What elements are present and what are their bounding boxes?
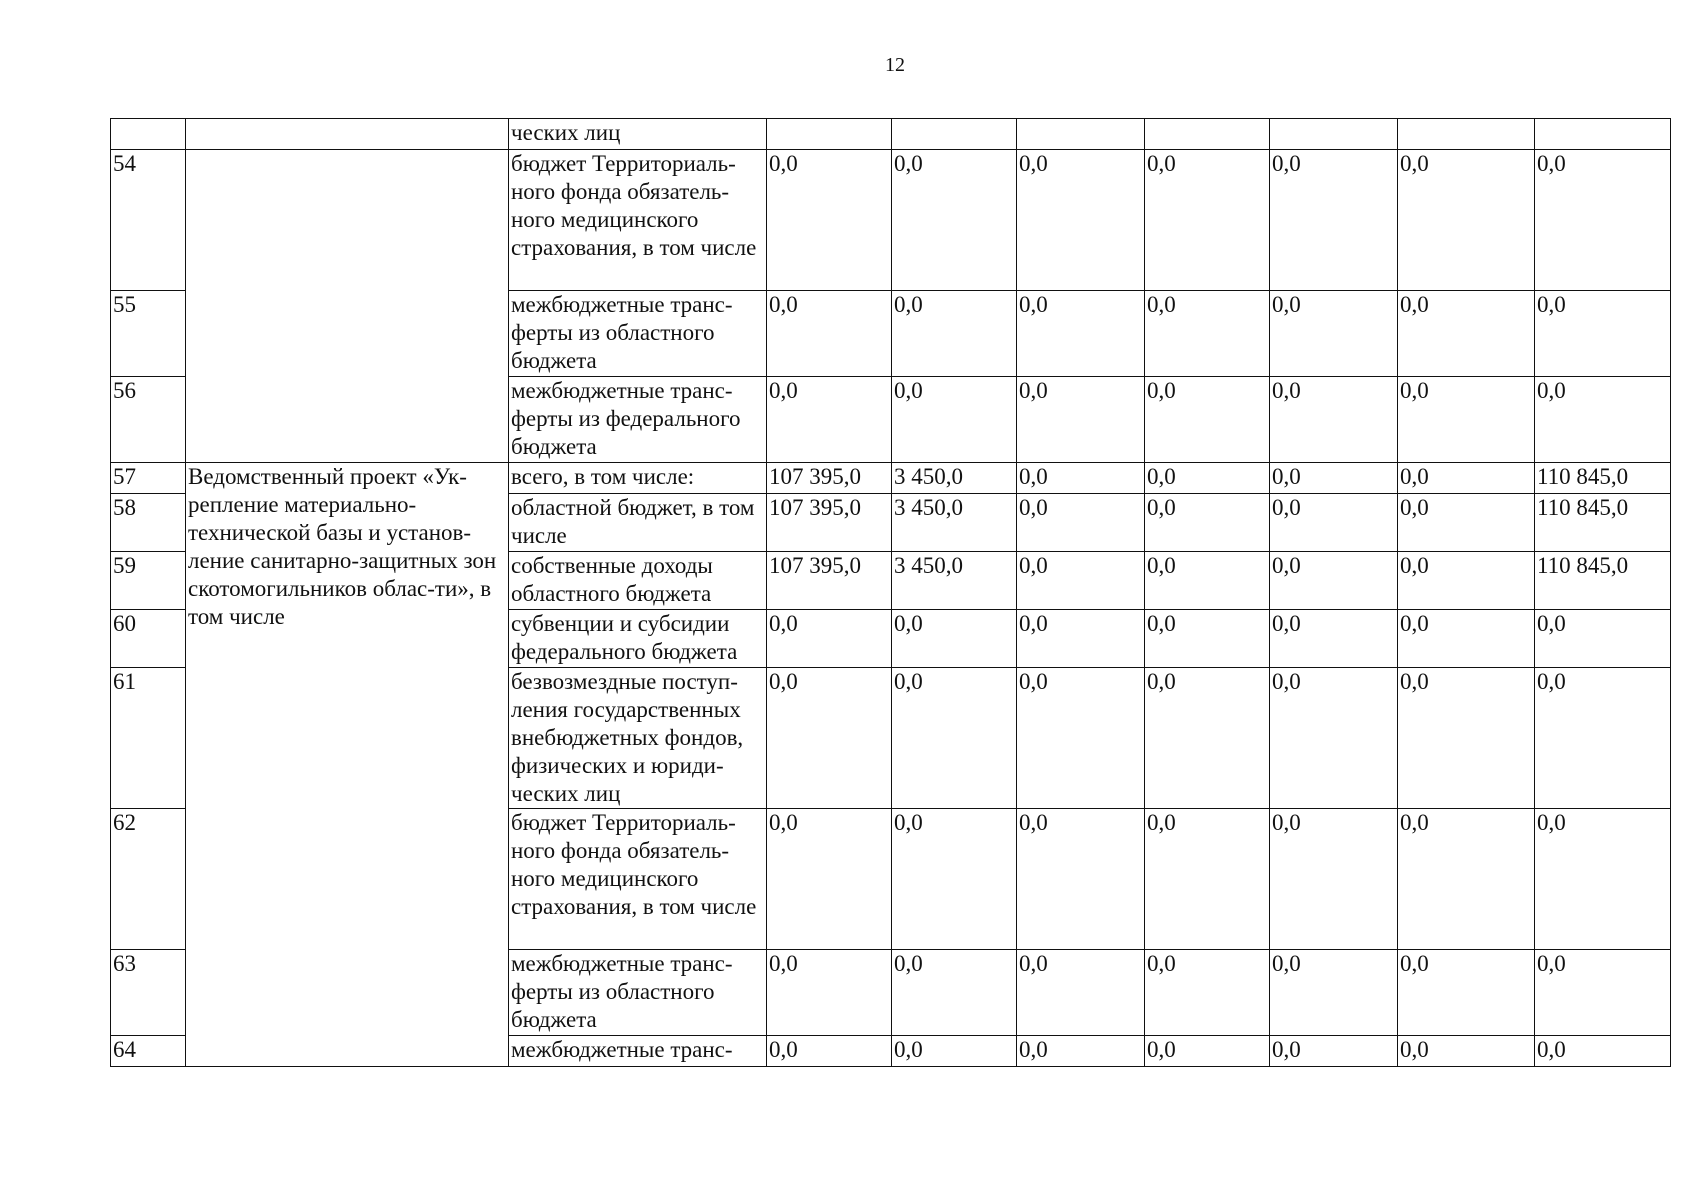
value-cell: 0,0 [1398,1036,1535,1067]
value-cell: 0,0 [1535,668,1671,809]
row-number: 57 [111,463,186,494]
value-cell: 0,0 [1535,610,1671,668]
value-cell: 0,0 [1145,950,1270,1036]
row-number: 62 [111,809,186,950]
value-cell: 0,0 [1398,552,1535,610]
row-number: 64 [111,1036,186,1067]
table-row [111,119,1671,150]
value-cell: 0,0 [892,150,1017,291]
value-cell: 107 395,0 [767,552,892,610]
row-number: 60 [111,610,186,668]
project-name: Ведомственный проект «Ук-репление материально-технической базы и установ-ление санитарно-защитных зон скотомогильников облас-ти», в том числе [186,463,509,1067]
row-label: бюджет Территориаль-ного фонда обязатель-ного медицинского страхования, в том числе [509,809,767,950]
value-cell: 0,0 [892,1036,1017,1067]
row-label: областной бюджет, в том числе [509,494,767,552]
page-number: 12 [885,54,905,76]
row-label: межбюджетные транс-ферты из областного бюджета [509,950,767,1036]
value-cell: 0,0 [1270,552,1398,610]
value-cell: 0,0 [892,668,1017,809]
value-cell: 0,0 [892,610,1017,668]
value-cell: 0,0 [1535,291,1671,377]
value-cell: 0,0 [1398,377,1535,463]
row-number: 54 [111,150,186,291]
value-cell: 0,0 [1270,494,1398,552]
row-label: всего, в том числе: [509,463,767,494]
value-cell: 0,0 [1145,291,1270,377]
value-cell: 0,0 [1017,950,1145,1036]
value-cell: 0,0 [767,150,892,291]
value-cell: 0,0 [1270,809,1398,950]
value-cell: 0,0 [767,610,892,668]
row-number: 59 [111,552,186,610]
value-cell: 0,0 [1270,668,1398,809]
value-cell: 0,0 [1017,494,1145,552]
value-cell: 0,0 [767,950,892,1036]
value-cell: 0,0 [1398,809,1535,950]
value-cell: 0,0 [1017,668,1145,809]
row-label: безвозмездные поступ-ления государственных внебюджетных фондов, физических и юриди-ческих лиц [509,668,767,809]
value-cell: 0,0 [892,291,1017,377]
value-cell: 3 450,0 [892,494,1017,552]
project-cell [186,119,509,150]
row-label: субвенции и субсидии федерального бюджета [509,610,767,668]
value-cell: 3 450,0 [892,552,1017,610]
value-cell: 0,0 [1017,291,1145,377]
table-row [111,150,1671,291]
value-cell: 0,0 [767,377,892,463]
row-label: межбюджетные транс-ферты из областного бюджета [509,291,767,377]
row-number-cell [111,119,186,150]
value-cell: 0,0 [1017,463,1145,494]
value-cell: 0,0 [1145,377,1270,463]
row-label: собственные доходы областного бюджета [509,552,767,610]
value-cell: 0,0 [892,809,1017,950]
row-label: межбюджетные транс- [509,1036,767,1067]
value-cell: 0,0 [1145,552,1270,610]
row-number: 61 [111,668,186,809]
value-cell: 0,0 [1145,463,1270,494]
value-cell: 0,0 [892,377,1017,463]
value-cell: 0,0 [767,291,892,377]
value-cell: 3 450,0 [892,463,1017,494]
value-cell: 0,0 [1398,463,1535,494]
value-cell: 0,0 [1535,950,1671,1036]
value-cell: 0,0 [1270,377,1398,463]
value-cell: 0,0 [1270,291,1398,377]
value-cell: 0,0 [1398,610,1535,668]
value-cell: 0,0 [1270,1036,1398,1067]
row-number: 55 [111,291,186,377]
row-number: 56 [111,377,186,463]
row-label: межбюджетные транс-ферты из федерального бюджета [509,377,767,463]
value-cell: 0,0 [892,950,1017,1036]
value-cell: 110 845,0 [1535,463,1671,494]
value-cell [1535,119,1671,150]
value-cell: 0,0 [1398,291,1535,377]
value-cell: 0,0 [1270,150,1398,291]
value-cell: 0,0 [1145,494,1270,552]
value-cell: 0,0 [1145,150,1270,291]
value-cell: 0,0 [1398,150,1535,291]
value-cell: 0,0 [1270,463,1398,494]
value-cell: 0,0 [1017,610,1145,668]
value-cell: 0,0 [1398,494,1535,552]
budget-table [110,118,1671,1067]
value-cell: 0,0 [1535,809,1671,950]
value-cell: 0,0 [1535,150,1671,291]
row-number: 58 [111,494,186,552]
row-number: 63 [111,950,186,1036]
value-cell: 0,0 [767,809,892,950]
value-cell [1270,119,1398,150]
value-cell: 0,0 [1398,668,1535,809]
value-cell: 0,0 [1535,377,1671,463]
value-cell: 0,0 [1145,610,1270,668]
value-cell: 0,0 [1017,150,1145,291]
value-cell: 0,0 [1145,668,1270,809]
value-cell: 0,0 [1145,809,1270,950]
value-cell: 0,0 [1017,377,1145,463]
value-cell: 0,0 [1017,552,1145,610]
value-cell: 0,0 [1017,1036,1145,1067]
value-cell: 0,0 [1270,610,1398,668]
table-row [111,463,1671,494]
value-cell [892,119,1017,150]
table-body [111,119,1671,1067]
value-cell: 107 395,0 [767,463,892,494]
value-cell: 110 845,0 [1535,494,1671,552]
value-cell [1017,119,1145,150]
value-cell: 0,0 [767,1036,892,1067]
value-cell [767,119,892,150]
value-cell: 107 395,0 [767,494,892,552]
project-cell [186,150,509,463]
value-cell: 0,0 [1270,950,1398,1036]
value-cell: 0,0 [1145,1036,1270,1067]
value-cell: 0,0 [1398,950,1535,1036]
value-cell: 0,0 [1017,809,1145,950]
value-cell: 0,0 [767,668,892,809]
value-cell: 110 845,0 [1535,552,1671,610]
value-cell [1145,119,1270,150]
row-label: бюджет Территориаль-ного фонда обязатель-ного медицинского страхования, в том числе [509,150,767,291]
value-cell [1398,119,1535,150]
row-label: ческих лиц [509,119,767,150]
value-cell: 0,0 [1535,1036,1671,1067]
